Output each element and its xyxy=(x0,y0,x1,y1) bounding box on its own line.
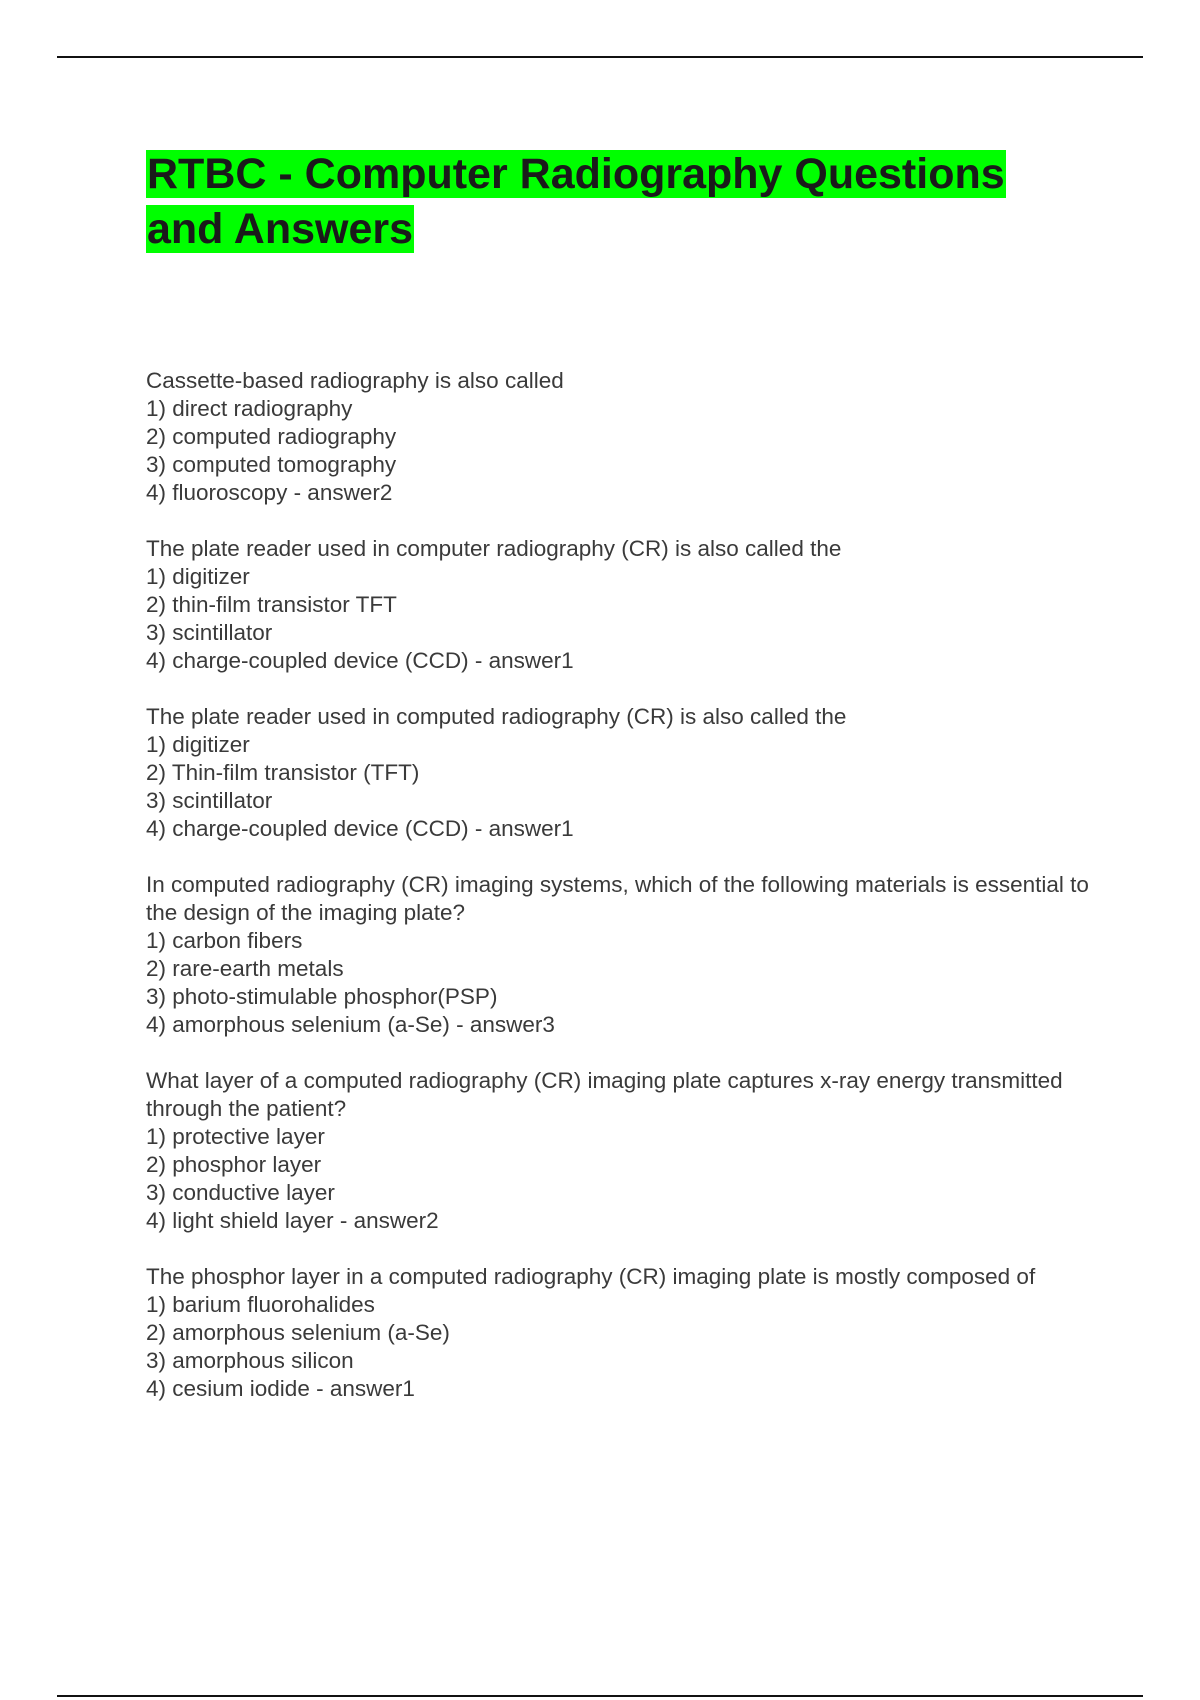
option-line: 1) digitizer xyxy=(146,564,250,589)
option-line: 1) digitizer xyxy=(146,732,250,757)
question-text: Cassette-based radiography is also called xyxy=(146,368,564,393)
option-line: 3) scintillator xyxy=(146,788,273,813)
qa-list xyxy=(146,367,1106,1431)
option-line: 3) photo-stimulable phosphor(PSP) xyxy=(146,984,498,1009)
option-line: 3) scintillator xyxy=(146,620,273,645)
qa-item xyxy=(146,1263,1106,1403)
question-text: The phosphor layer in a computed radiography (CR) imaging plate is mostly composed of xyxy=(146,1264,1036,1289)
option-line: 3) conductive layer xyxy=(146,1180,335,1205)
option-line: 2) amorphous selenium (a-Se) xyxy=(146,1320,450,1345)
qa-item xyxy=(146,871,1106,1039)
option-line: 2) thin-film transistor TFT xyxy=(146,592,397,617)
option-line: 2) computed radiography xyxy=(146,424,397,449)
question-text: In computed radiography (CR) imaging systems, which of the following materials is essential to the design of the imaging plate? xyxy=(146,872,1089,925)
qa-item xyxy=(146,535,1106,675)
option-answer-line: 4) charge-coupled device (CCD) - answer1 xyxy=(146,648,574,673)
option-line: 2) Thin-film transistor (TFT) xyxy=(146,760,420,785)
option-line: 1) carbon fibers xyxy=(146,928,303,953)
question-text: The plate reader used in computer radiography (CR) is also called the xyxy=(146,536,842,561)
option-line: 3) amorphous silicon xyxy=(146,1348,354,1373)
option-answer-line: 4) light shield layer - answer2 xyxy=(146,1208,439,1233)
qa-item xyxy=(146,367,1106,507)
option-line: 1) barium fluorohalides xyxy=(146,1292,375,1317)
document-title-text: RTBC - Computer Radiography Questions and Answers xyxy=(147,150,1005,253)
qa-item xyxy=(146,1067,1106,1235)
top-rule xyxy=(57,56,1143,58)
document-title xyxy=(146,147,1046,257)
option-answer-line: 4) cesium iodide - answer1 xyxy=(146,1376,415,1401)
qa-item xyxy=(146,703,1106,843)
question-text: What layer of a computed radiography (CR) imaging plate captures x-ray energy transmitted through the patient? xyxy=(146,1068,1063,1121)
option-line: 2) rare-earth metals xyxy=(146,956,344,981)
bottom-rule xyxy=(57,1695,1143,1697)
option-answer-line: 4) fluoroscopy - answer2 xyxy=(146,480,393,505)
question-text: The plate reader used in computed radiography (CR) is also called the xyxy=(146,704,847,729)
option-answer-line: 4) charge-coupled device (CCD) - answer1 xyxy=(146,816,574,841)
option-line: 2) phosphor layer xyxy=(146,1152,322,1177)
option-line: 1) protective layer xyxy=(146,1124,325,1149)
option-answer-line: 4) amorphous selenium (a-Se) - answer3 xyxy=(146,1012,555,1037)
option-line: 3) computed tomography xyxy=(146,452,397,477)
option-line: 1) direct radiography xyxy=(146,396,353,421)
